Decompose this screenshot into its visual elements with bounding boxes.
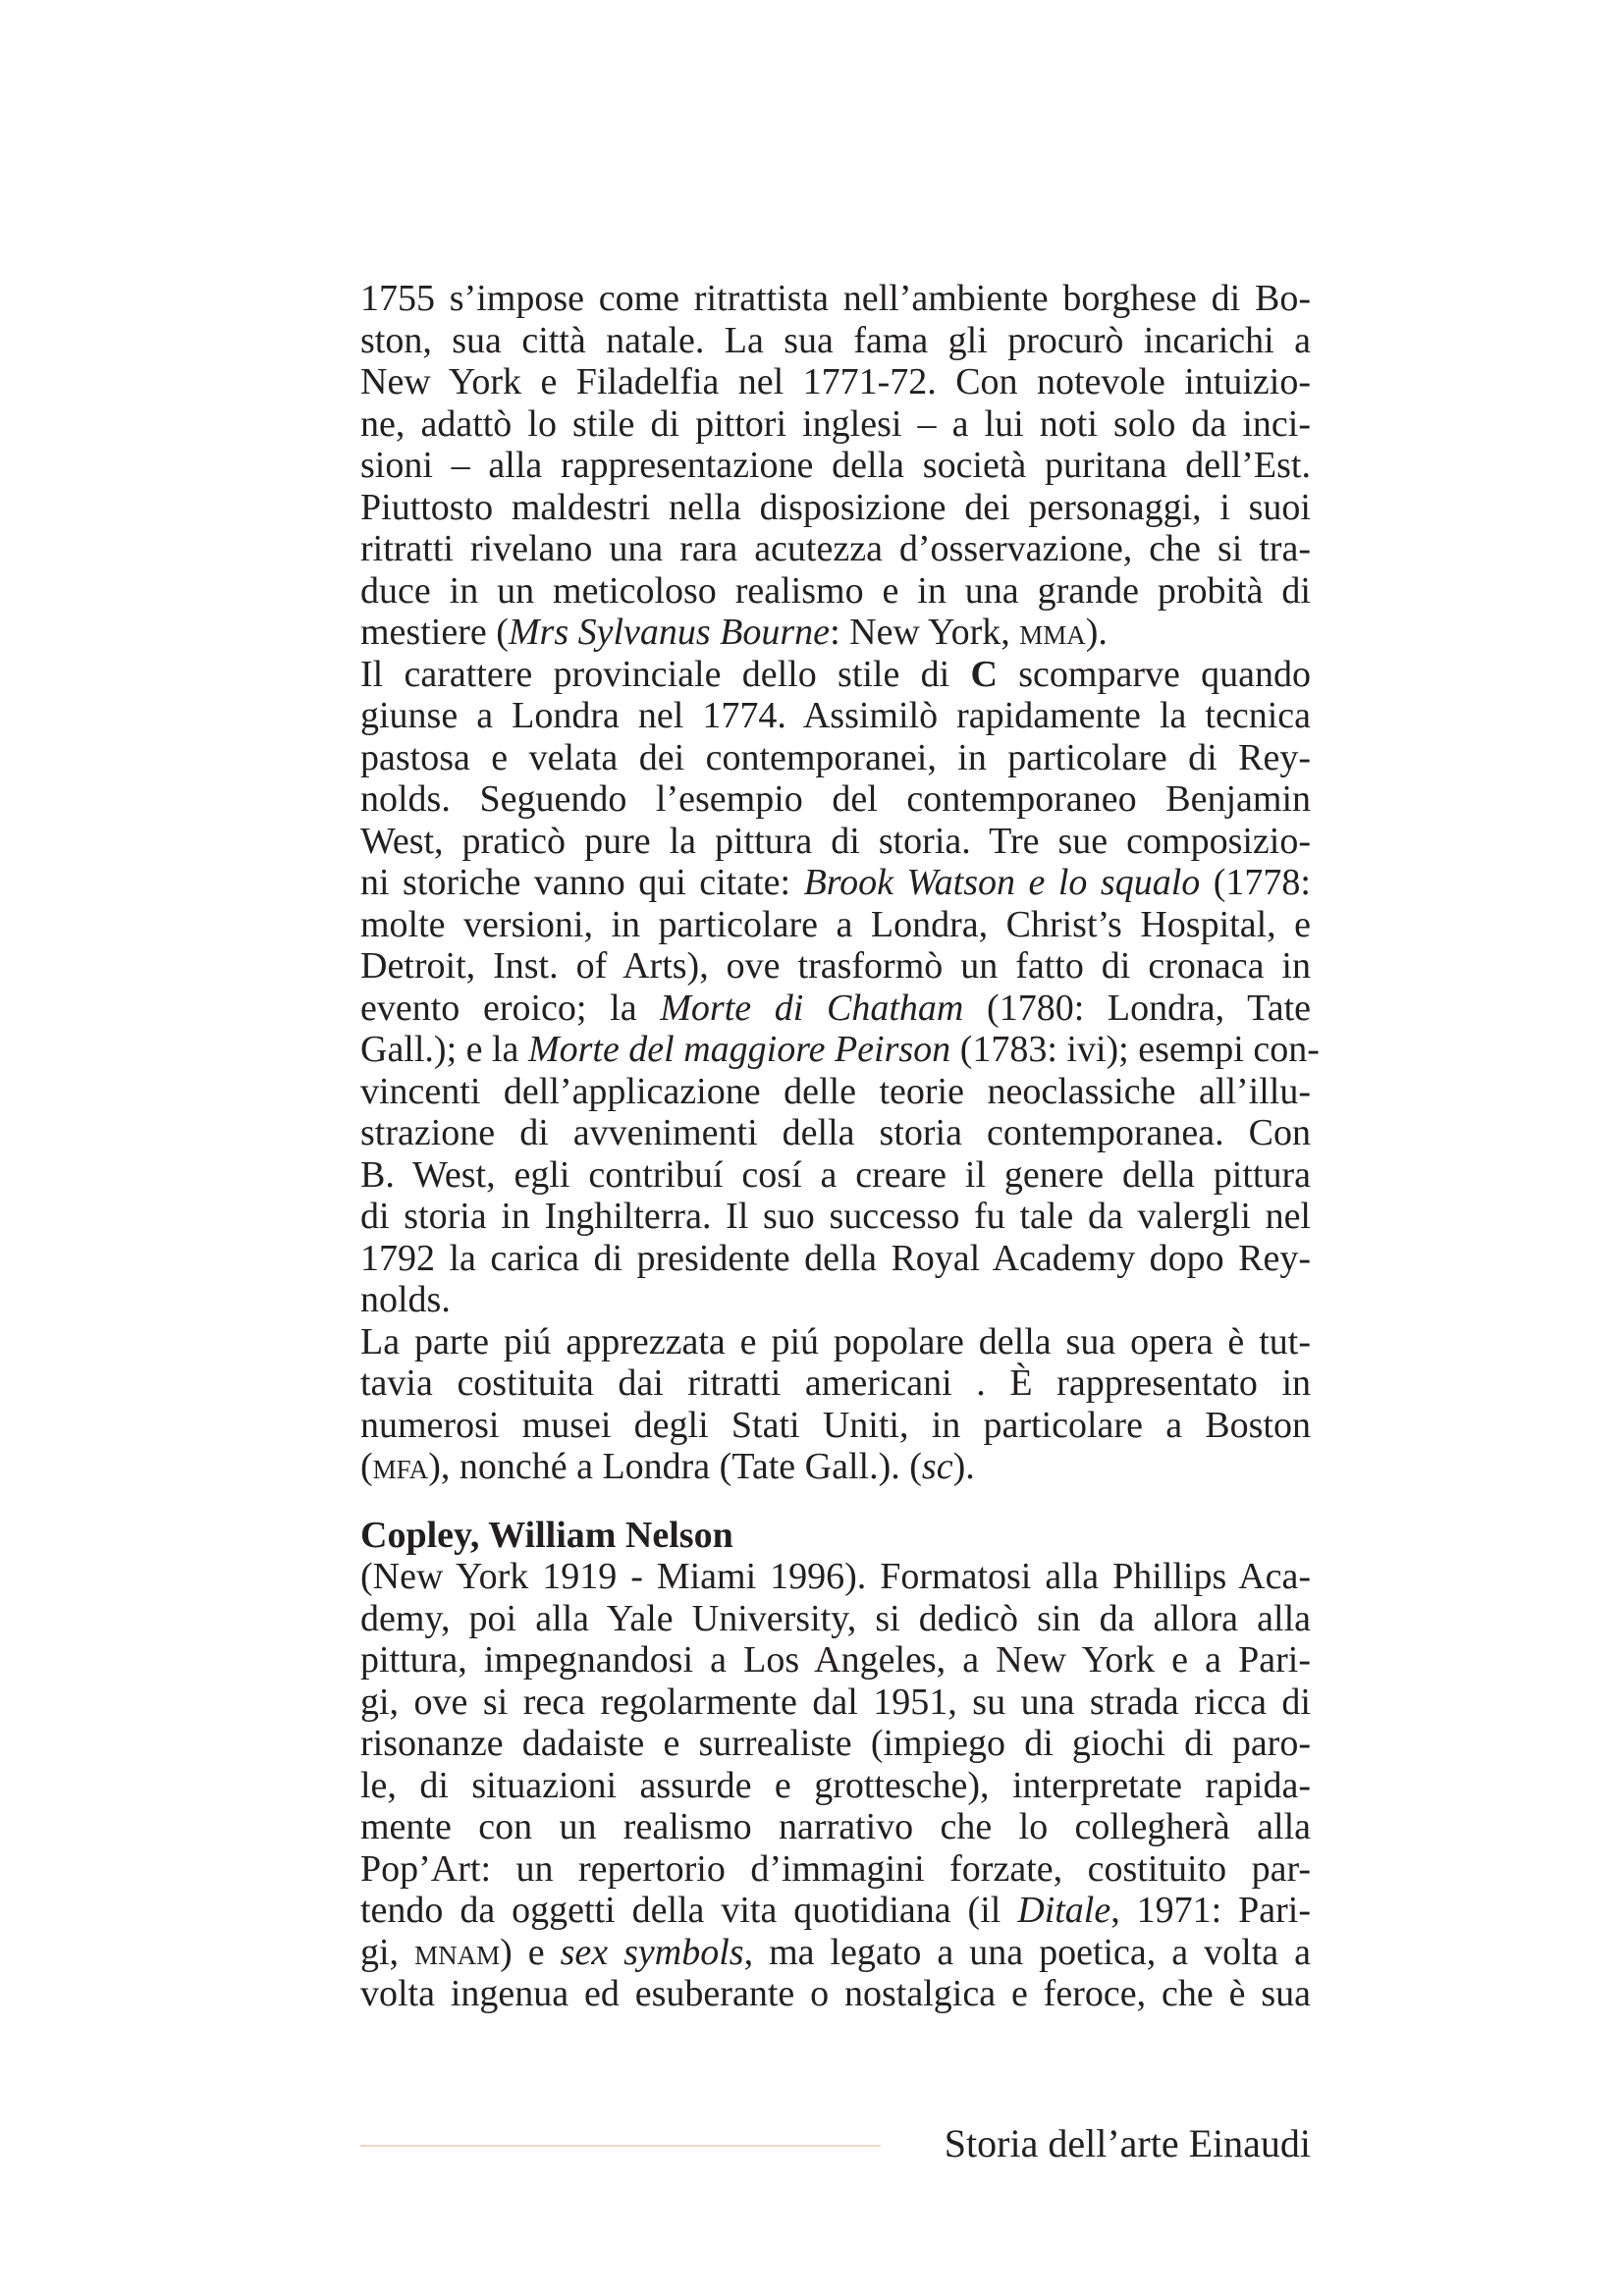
- text-run: , ma legato a una poetica, a volta a: [743, 1931, 1311, 1973]
- text-run: ) e: [500, 1931, 561, 1973]
- text-line: [360, 1556, 1311, 1598]
- text-run: ), nonché a Londra (Tate Gall.). (: [428, 1446, 922, 1487]
- text-run: Brook Watson e lo squalo: [803, 862, 1201, 903]
- text-run: Morte di Chatham: [660, 987, 964, 1029]
- entry-heading: Copley, William Nelson: [360, 1514, 733, 1556]
- text-run: risonanze dadaiste e surrealiste (impiego di giochi di paro-: [360, 1723, 1311, 1764]
- text-run: volta ingenua ed esuberante o nostalgica e feroce, che è sua: [360, 1973, 1311, 2014]
- text-line: [360, 403, 1311, 446]
- text-run: (New York 1919 - Miami 1996). Formatosi alla Phillips Aca-: [360, 1556, 1311, 1597]
- text-line: [360, 1071, 1311, 1113]
- text-line: [360, 1973, 1311, 2015]
- text-run: New York e Filadelfia nel 1771-72. Con notevole intuizio-: [360, 361, 1311, 402]
- text-run: nolds. Seguendo l’esempio del contemporaneo Benjamin: [360, 778, 1311, 820]
- text-line: [360, 1154, 1311, 1197]
- text-run: ritratti rivelano una rara acutezza d’osservazione, che si tra-: [360, 528, 1311, 569]
- text-run: sex symbols: [560, 1931, 744, 1973]
- text-run: Gall.); e la: [360, 1029, 528, 1070]
- text-run: sc: [921, 1446, 953, 1487]
- text-run: (1783: ivi); esempi con-: [950, 1029, 1320, 1070]
- text-line: [360, 487, 1311, 529]
- text-run: Piuttosto maldestri nella disposizione dei personaggi, i suoi: [360, 486, 1311, 528]
- footer-title: Storia dell’arte Einaudi: [944, 2121, 1311, 2165]
- text-line: [360, 278, 1311, 320]
- text-line: [360, 988, 1311, 1030]
- text-run: demy, poi alla Yale University, si dedicò sin da allora alla: [360, 1597, 1311, 1639]
- text-run: 1755 s’impose come ritrattista nell’ambiente borghese di Bo-: [360, 278, 1311, 319]
- text-run: ).: [1085, 612, 1108, 653]
- text-run: B. West, egli contribuí cosí a creare il genere della pittura: [360, 1153, 1311, 1196]
- text-run: mfa: [372, 1446, 429, 1487]
- text-run: 1792 la carica di presidente della Royal Academy dopo Rey-: [360, 1237, 1311, 1279]
- text-line: [360, 1279, 1311, 1321]
- text-line: [360, 1405, 1311, 1447]
- text-run: Ditale: [1017, 1890, 1111, 1931]
- text-run: molte versioni, in particolare a Londra, Christ’s Hospital, e: [360, 903, 1311, 945]
- text-run: ne, adattò lo stile di pittori inglesi – a lui noti solo da inci-: [360, 402, 1311, 445]
- text-run: pittura, impegnandosi a Los Angeles, a New York e a Pari-: [360, 1639, 1311, 1681]
- text-run: tendo da oggetti della vita quotidiana (il: [360, 1890, 1018, 1931]
- text-line: [360, 862, 1311, 904]
- footer-rule: [360, 2145, 881, 2147]
- text-line: [360, 1639, 1311, 1682]
- text-run: nolds.: [360, 1279, 451, 1320]
- text-line: [360, 1932, 1311, 1974]
- text-run: sioni – alla rappresentazione della società puritana dell’Est.: [360, 445, 1311, 486]
- text-run: ni storiche vanno qui citate:: [360, 862, 804, 903]
- text-line: [360, 654, 1311, 696]
- text-run: ston, sua città natale. La sua fama gli procurò incarichi a: [360, 319, 1311, 361]
- text-run: Mrs Sylvanus Bourne: [508, 612, 831, 653]
- text-run: evento eroico; la: [360, 987, 661, 1029]
- text-line: [360, 737, 1311, 779]
- text-run: pastosa e velata dei contemporanei, in particolare di Rey-: [360, 736, 1311, 778]
- text-run: duce in un meticoloso realismo e in una grande probità di: [360, 569, 1311, 612]
- text-run: (: [360, 1446, 373, 1487]
- text-run: le, di situazioni assurde e grottesche), interpretate rapida-: [360, 1764, 1311, 1806]
- text-line: [360, 904, 1311, 946]
- text-run: vincenti dell’applicazione delle teorie neoclassiche all’illu-: [360, 1070, 1311, 1112]
- text-line: [360, 445, 1311, 487]
- text-line: [360, 1321, 1311, 1363]
- text-run: : New York,: [830, 612, 1020, 653]
- text-run: strazione di avvenimenti della storia contemporanea. Con: [360, 1112, 1311, 1153]
- text-run: scomparve quando: [997, 653, 1311, 695]
- text-run: tavia costituita dai ritratti americani . È rappresentato in: [360, 1362, 1311, 1404]
- text-run: gi,: [360, 1931, 415, 1973]
- text-run: (1778:: [1200, 862, 1311, 903]
- text-run: mestiere (: [360, 612, 509, 653]
- text-line: [360, 695, 1311, 737]
- text-line: [360, 1112, 1311, 1154]
- text-run: Pop’Art: un repertorio d’immagini forzate, costituito par-: [360, 1847, 1311, 1890]
- text-line: [360, 1682, 1311, 1724]
- text-line: [360, 1890, 1311, 1932]
- text-run: La parte piú apprezzata e piú popolare della sua opera è tut-: [360, 1320, 1311, 1362]
- text-line: [360, 1446, 1311, 1488]
- text-line: [360, 1598, 1311, 1640]
- text-run: di storia in Inghilterra. Il suo successo fu tale da valergli nel: [360, 1196, 1311, 1237]
- page-body: [360, 278, 1320, 2015]
- text-line: [360, 320, 1311, 362]
- text-line: [360, 570, 1311, 613]
- text-run: West, praticò pure la pittura di storia. Tre sue composizio-: [360, 820, 1311, 862]
- text-line: [360, 1848, 1311, 1891]
- text-line: [360, 1723, 1311, 1765]
- text-run: numerosi musei degli Stati Uniti, in particolare a Boston: [360, 1404, 1311, 1446]
- text-run: mma: [1019, 612, 1086, 653]
- text-run: Morte del maggiore Peirson: [527, 1029, 951, 1070]
- entry-copley-william-nelson-text: [360, 1556, 1311, 2015]
- text-line: [360, 778, 1311, 821]
- text-line: [360, 1029, 1320, 1071]
- text-run: , 1971: Pari-: [1110, 1890, 1311, 1931]
- entry-copley-john-singleton-text: [360, 278, 1320, 1488]
- text-run: mnam: [414, 1931, 501, 1973]
- text-run: Il carattere provinciale dello stile di: [360, 653, 971, 695]
- text-line: [360, 1196, 1311, 1238]
- text-line: [360, 1362, 1311, 1405]
- text-run: C: [970, 653, 998, 695]
- text-line: [360, 528, 1311, 570]
- text-run: mente con un realismo narrativo che lo collegherà alla: [360, 1806, 1311, 1847]
- text-run: Detroit, Inst. of Arts), ove trasformò un fatto di cronaca in: [360, 945, 1311, 987]
- text-run: gi, ove si reca regolarmente dal 1951, su una strada ricca di: [360, 1681, 1311, 1723]
- text-line: [360, 821, 1311, 863]
- text-run: giunse a Londra nel 1774. Assimilò rapidamente la tecnica: [360, 695, 1311, 736]
- text-run: (1780: Londra, Tate: [963, 987, 1312, 1029]
- text-run: ).: [952, 1446, 975, 1487]
- text-line: [360, 1765, 1311, 1807]
- text-line: [360, 1806, 1311, 1848]
- text-line: [360, 945, 1311, 988]
- text-line: [360, 612, 1311, 654]
- text-line: [360, 1238, 1311, 1280]
- text-line: [360, 361, 1311, 403]
